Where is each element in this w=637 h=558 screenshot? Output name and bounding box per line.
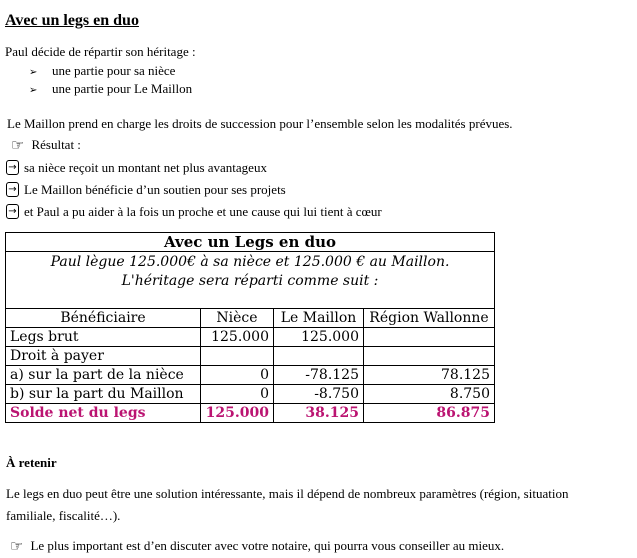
cell-value: 0 (201, 385, 274, 404)
table-row (6, 385, 495, 404)
result-text: et Paul a pu aider à la fois un proche et une cause qui lui tient à cœur (24, 203, 382, 219)
table-title-row (6, 233, 495, 252)
table-subtitle-line: L'héritage sera réparti comme suit : (121, 273, 379, 289)
cell-value (201, 347, 274, 366)
maillon-paragraph: Le Maillon prend en charge les droits de succession pour l’ensemble selon les modalités prévues. (7, 116, 513, 131)
row-label: Droit à payer (6, 347, 201, 366)
total-value: 38.125 (274, 404, 364, 423)
boxed-arrow-icon: → (6, 204, 19, 219)
table-subtitle (6, 252, 495, 309)
result-label: Résultat : (31, 137, 81, 152)
footer-heading: À retenir (6, 455, 57, 470)
total-value: 86.875 (364, 404, 495, 423)
arrowhead-bullet-icon: ➢ (29, 67, 38, 78)
cell-value: 0 (201, 366, 274, 385)
note-text: Le plus important est d’en discuter avec votre notaire, qui pourra vous conseiller au mieux. (30, 538, 505, 553)
column-header-region: Région Wallonne (364, 309, 495, 328)
cell-value: -8.750 (274, 385, 364, 404)
table-row (6, 328, 495, 347)
row-label: Legs brut (6, 328, 201, 347)
bullet-text: une partie pour Le Maillon (52, 81, 193, 96)
boxed-arrow-icon: → (6, 182, 19, 197)
cell-value (274, 347, 364, 366)
legs-en-duo-table (5, 232, 495, 423)
result-heading (11, 136, 629, 154)
pointing-hand-icon: ☞ (11, 135, 25, 154)
list-item (4, 63, 629, 81)
bullet-text: une partie pour sa nièce (52, 63, 176, 78)
cell-value (364, 347, 495, 366)
page-title: Avec un legs en duo (5, 12, 139, 29)
result-text: Le Maillon bénéficie d’un soutien pour ses projets (24, 181, 286, 197)
list-item (6, 181, 629, 198)
column-header-niece: Nièce (201, 309, 274, 328)
total-label: Solde net du legs (6, 404, 201, 423)
table-subtitle-row (6, 252, 495, 309)
arrowhead-bullet-icon: ➢ (29, 85, 38, 96)
footer-paragraph: Le legs en duo peut être une solution intéressante, mais il dépend de nombreux paramètres (région, situation familiale, fiscalité…). (6, 486, 569, 523)
column-header-maillon: Le Maillon (274, 309, 364, 328)
column-header-beneficiaire: Bénéficiaire (6, 309, 201, 328)
table-row (6, 366, 495, 385)
table-row (6, 347, 495, 366)
pointing-hand-icon: ☞ (10, 536, 24, 555)
cell-value (364, 328, 495, 347)
notary-note (10, 538, 629, 554)
cell-value: 78.125 (364, 366, 495, 385)
row-label: a) sur la part de la nièce (6, 366, 201, 385)
row-label: b) sur la part du Maillon (6, 385, 201, 404)
cell-value: 125.000 (201, 328, 274, 347)
table-title: Avec un Legs en duo (6, 233, 495, 252)
cell-value: 8.750 (364, 385, 495, 404)
table-subtitle-line: Paul lègue 125.000€ à sa nièce et 125.000 € au Maillon. (50, 254, 450, 270)
total-value: 125.000 (201, 404, 274, 423)
bullet-list (4, 63, 629, 99)
table-header-row (6, 309, 495, 328)
result-text: sa nièce reçoit un montant net plus avantageux (24, 159, 267, 175)
list-item (4, 81, 629, 99)
cell-value: 125.000 (274, 328, 364, 347)
intro-paragraph: Paul décide de répartir son héritage : (5, 44, 196, 59)
cell-value: -78.125 (274, 366, 364, 385)
boxed-arrow-icon: → (6, 160, 19, 175)
list-item (6, 159, 629, 176)
table-total-row (6, 404, 495, 423)
list-item (6, 203, 629, 220)
